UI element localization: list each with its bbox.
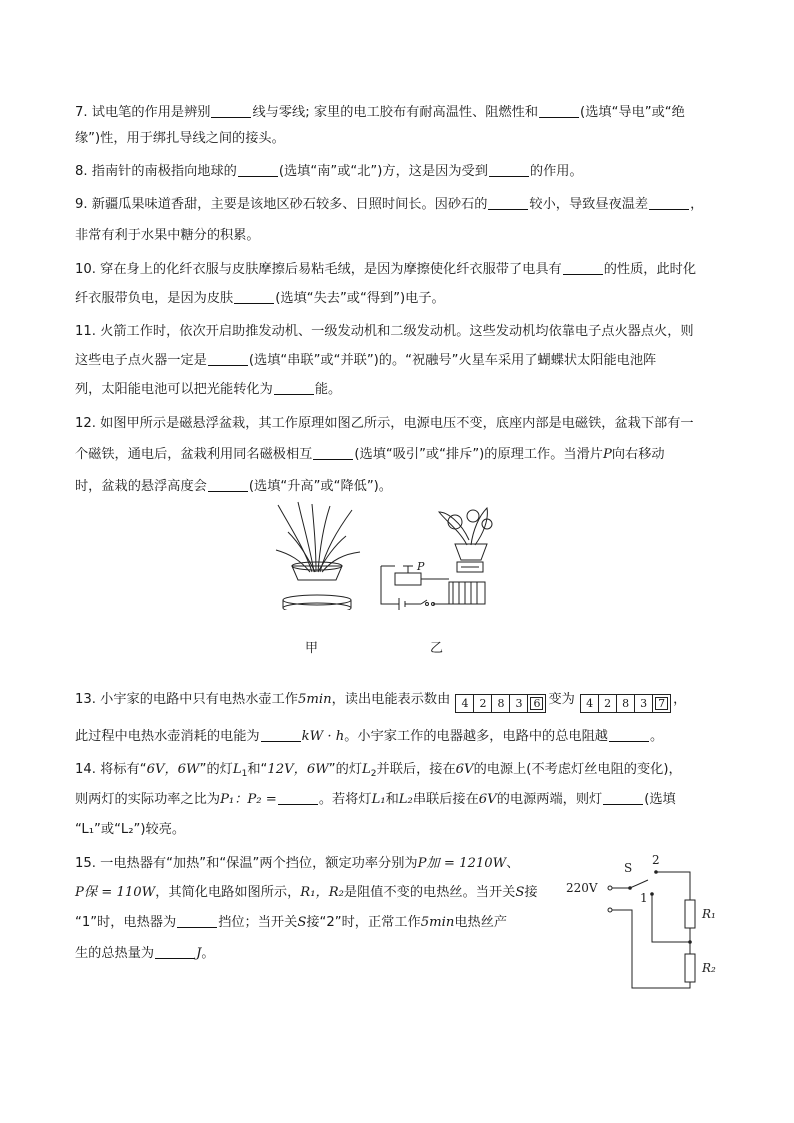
figure-maglev-plant xyxy=(270,500,370,610)
question-14-line-2: 则两灯的实际功率之比为P₁：P₂ = 。若将灯L₁和L₂串联后接在6V的电源两端，则灯 (选填 xyxy=(75,792,676,807)
fig-switch-label: S xyxy=(624,861,633,875)
answer-blank[interactable] xyxy=(563,260,603,275)
question-7-line-2: 缘”)性，用于绑扎导线之间的接头。 xyxy=(75,131,285,146)
question-11-line-3: 列，太阳能电池可以把光能转化为 能。 xyxy=(75,382,342,397)
question-12-line-2: 个磁铁，通电后，盆栽利用同名磁极相互 (选填“吸引”或“排斥”)的原理工作。当滑片P向右移动 xyxy=(75,447,665,462)
fig-r2-label: R₂ xyxy=(702,961,716,975)
figure-label-p: P xyxy=(417,560,425,573)
answer-blank[interactable] xyxy=(208,477,248,492)
figure-caption-yi: 乙 xyxy=(430,641,444,656)
answer-blank[interactable] xyxy=(261,727,301,742)
question-15-line-4: 生的总热量为 J。 xyxy=(75,946,215,961)
question-12-line-3: 时，盆栽的悬浮高度会 (选填“升高”或“降低”)。 xyxy=(75,479,392,494)
answer-blank[interactable] xyxy=(211,103,251,118)
answer-blank[interactable] xyxy=(609,727,649,742)
fig-r1-label: R₁ xyxy=(702,907,716,921)
question-15-line-1: 15. 一电热器有“加热”和“保温”两个挡位，额定功率分别为P加 = 1210W、 xyxy=(75,856,520,871)
answer-blank[interactable] xyxy=(313,445,353,460)
question-15-line-2: P保 = 110W，其简化电路如图所示，R₁，R₂是阻值不变的电热丝。当开关S接 xyxy=(75,885,538,900)
fig-contact-2-label: 2 xyxy=(652,853,660,867)
question-13-line-1: 13. 小宇家的电路中只有电热水壶工作5min，读出电能表示数由 4 2 8 3 6 变为 4 2 8 3 7 ， xyxy=(75,690,686,713)
question-12-line-1: 12. 如图甲所示是磁悬浮盆栽，其工作原理如图乙所示，电源电压不变，底座内部是电磁铁，盆栽下部有一 xyxy=(75,416,694,431)
energy-meter-before: 4 2 8 3 6 xyxy=(456,694,546,713)
answer-blank[interactable] xyxy=(155,944,195,959)
question-9-line-2: 非常有利于水果中糖分的积累。 xyxy=(75,228,260,243)
answer-blank[interactable] xyxy=(649,195,689,210)
answer-blank[interactable] xyxy=(278,790,318,805)
figure-maglev-circuit xyxy=(375,500,505,610)
answer-blank[interactable] xyxy=(539,103,579,118)
fig-contact-1-label: 1 xyxy=(640,891,648,905)
question-14-line-3: “L₁”或“L₂”)较亮。 xyxy=(75,822,186,837)
question-7-line-1: 7. 试电笔的作用是辨别 线与零线; 家里的电工胶布有耐高温性、阻燃性和 (选填“导电”或“绝 xyxy=(75,105,685,120)
answer-blank[interactable] xyxy=(488,195,528,210)
question-11-line-1: 11. 火箭工作时，依次开启助推发动机、一级发动机和二级发动机。这些发动机均依靠电子点火器点火，则 xyxy=(75,324,694,339)
answer-blank[interactable] xyxy=(274,380,314,395)
question-9-line-1: 9. 新疆瓜果味道香甜，主要是该地区砂石较多、日照时间长。因砂石的 较小，导致昼夜温差 ， xyxy=(75,197,704,212)
answer-blank[interactable] xyxy=(234,289,274,304)
fig-voltage-label: 220V xyxy=(566,881,598,895)
question-8: 8. 指南针的南极指向地球的 (选填“南”或“北”)方，这是因为受到 的作用。 xyxy=(75,164,583,179)
question-14-line-1: 14. 将标有“6V，6W”的灯$L_1$和“12V，6W”的灯$L_2$并联后，接在6V的电源上(不考虑灯丝电阻的变化)， xyxy=(75,762,682,779)
figure-heater-circuit xyxy=(560,850,740,995)
question-10-line-2: 纤衣服带负电，是因为皮肤 (选填“失去”或“得到”)电子。 xyxy=(75,291,445,306)
answer-blank[interactable] xyxy=(208,351,248,366)
figure-caption-jia: 甲 xyxy=(305,641,319,656)
question-11-line-2: 这些电子点火器一定是 (选填“串联”或“并联”)的。“祝融号”火星车采用了蝴蝶状太阳能电池阵 xyxy=(75,353,657,368)
question-13-line-2: 此过程中电热水壶消耗的电能为 kW · h。小宇家工作的电器越多，电路中的总电阻越 。 xyxy=(75,729,664,744)
answer-blank[interactable] xyxy=(238,162,278,177)
question-15-line-3: “1”时，电热器为 挡位；当开关S接“2”时，正常工作5min电热丝产 xyxy=(75,915,508,930)
energy-meter-after: 4 2 8 3 7 xyxy=(581,694,671,713)
question-10-line-1: 10. 穿在身上的化纤衣服与皮肤摩擦后易粘毛绒，是因为摩擦使化纤衣服带了电具有 的性质，此时化 xyxy=(75,262,697,277)
answer-blank[interactable] xyxy=(603,790,643,805)
answer-blank[interactable] xyxy=(177,913,217,928)
answer-blank[interactable] xyxy=(489,162,529,177)
